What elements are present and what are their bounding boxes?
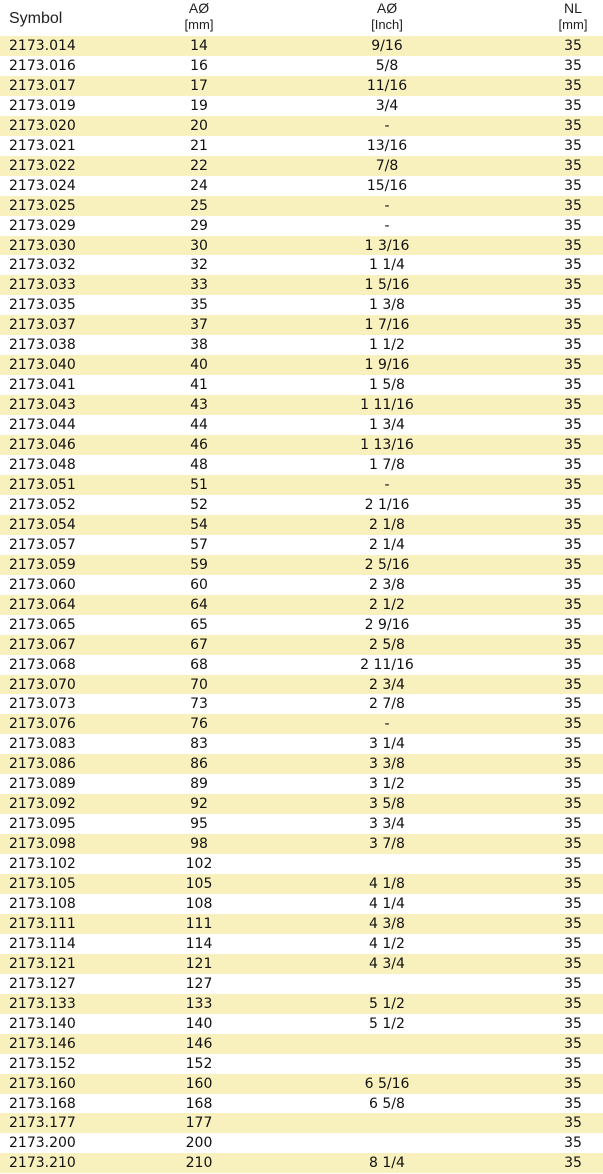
cell-diameter-inch: 1 11/16 (360, 397, 414, 414)
cell-diameter-mm: 14 (190, 38, 208, 54)
cell-diameter-mm: 35 (190, 297, 208, 314)
cell-nl: 35 (564, 776, 582, 793)
cell-diameter-mm: 73 (190, 696, 208, 713)
cell-symbol: 2173.060 (9, 576, 76, 593)
cell-diameter-mm: 59 (190, 556, 208, 573)
cell-diameter-mm: 114 (185, 935, 213, 952)
cell-nl: 35 (564, 157, 582, 174)
table-row (0, 555, 603, 575)
cell-symbol: 2173.146 (9, 1035, 76, 1052)
cell-symbol: 2173.200 (9, 1135, 76, 1152)
cell-diameter-inch: 4 1/8 (369, 876, 405, 893)
cell-nl: 35 (564, 1015, 582, 1032)
cell-symbol: 2173.048 (9, 457, 76, 474)
cell-diameter-mm: 16 (190, 57, 208, 74)
cell-symbol: 2173.054 (9, 516, 76, 533)
cell-diameter-inch: 2 3/4 (369, 676, 405, 693)
cell-diameter-mm: 46 (190, 437, 208, 454)
cell-diameter-mm: 29 (190, 217, 208, 234)
cell-symbol: 2173.038 (9, 337, 76, 354)
cell-diameter-inch: 3 1/4 (369, 736, 405, 753)
cell-nl: 35 (564, 476, 582, 493)
cell-symbol: 2173.083 (9, 736, 76, 753)
cell-diameter-mm: 20 (190, 117, 208, 134)
table-row (0, 375, 603, 395)
cell-nl: 35 (564, 596, 582, 613)
cell-symbol: 2173.067 (9, 636, 76, 653)
cell-nl: 35 (564, 57, 582, 74)
cell-diameter-mm: 127 (185, 975, 213, 992)
cell-diameter-mm: 30 (190, 237, 208, 254)
cell-symbol: 2173.041 (9, 377, 76, 394)
cell-diameter-inch: 3 7/8 (369, 836, 405, 853)
table-row (0, 1094, 603, 1114)
cell-diameter-mm: 95 (190, 816, 208, 833)
table-row (0, 1034, 603, 1054)
header-diameter-mm (170, 0, 228, 33)
cell-nl: 35 (564, 616, 582, 633)
cell-nl: 35 (564, 516, 582, 533)
cell-nl: 35 (564, 317, 582, 334)
cell-diameter-inch: 3 5/8 (369, 796, 405, 813)
header-nl-unit: [mm] (558, 17, 588, 32)
cell-diameter-inch: 2 5/16 (364, 556, 410, 573)
table-row (0, 196, 603, 216)
cell-diameter-inch: 7/8 (375, 157, 399, 174)
cell-diameter-inch: 8 1/4 (369, 1155, 405, 1172)
cell-nl: 35 (564, 975, 582, 992)
cell-symbol: 2173.025 (9, 197, 76, 214)
cell-diameter-inch: 2 5/8 (369, 636, 405, 653)
table-row (0, 156, 603, 176)
cell-diameter-inch: - (384, 716, 390, 733)
cell-nl: 35 (564, 796, 582, 813)
cell-diameter-inch: 4 3/8 (369, 915, 405, 932)
cell-nl: 35 (564, 876, 582, 893)
cell-diameter-inch: 4 1/2 (369, 935, 405, 952)
cell-diameter-inch: 1 3/8 (369, 297, 405, 314)
cell-symbol: 2173.210 (9, 1155, 76, 1172)
table-header (0, 0, 603, 36)
cell-diameter-inch: 2 11/16 (360, 656, 414, 673)
cell-diameter-inch: 1 1/2 (369, 337, 405, 354)
cell-diameter-mm: 33 (190, 277, 208, 294)
cell-nl: 35 (564, 836, 582, 853)
cell-nl: 35 (564, 736, 582, 753)
cell-diameter-mm: 133 (185, 995, 213, 1012)
table-row (0, 1153, 603, 1173)
cell-nl: 35 (564, 1075, 582, 1092)
cell-nl: 35 (564, 97, 582, 114)
header-nl (548, 0, 598, 33)
table-row (0, 1074, 603, 1094)
table-row (0, 455, 603, 475)
cell-symbol: 2173.114 (9, 935, 76, 952)
table-row (0, 295, 603, 315)
cell-diameter-inch: 15/16 (366, 177, 408, 194)
cell-nl: 35 (564, 117, 582, 134)
cell-diameter-mm: 210 (185, 1155, 213, 1172)
cell-nl: 35 (564, 397, 582, 414)
cell-nl: 35 (564, 137, 582, 154)
cell-symbol: 2173.068 (9, 656, 76, 673)
cell-symbol: 2173.127 (9, 975, 76, 992)
table-row (0, 575, 603, 595)
cell-diameter-mm: 54 (190, 516, 208, 533)
cell-nl: 35 (564, 297, 582, 314)
cell-diameter-mm: 41 (190, 377, 208, 394)
cell-diameter-inch: 1 5/8 (369, 377, 405, 394)
table-row (0, 216, 603, 236)
cell-symbol: 2173.065 (9, 616, 76, 633)
table-row (0, 655, 603, 675)
cell-symbol: 2173.064 (9, 596, 76, 613)
cell-diameter-inch: 4 1/4 (369, 895, 405, 912)
cell-nl: 35 (564, 656, 582, 673)
cell-symbol: 2173.057 (9, 536, 76, 553)
table-row (0, 1014, 603, 1034)
cell-nl: 35 (564, 1095, 582, 1112)
cell-symbol: 2173.133 (9, 995, 76, 1012)
cell-diameter-inch: 1 5/16 (364, 277, 410, 294)
cell-diameter-mm: 51 (190, 476, 208, 493)
cell-diameter-inch: 3 3/8 (369, 756, 405, 773)
cell-nl: 35 (564, 536, 582, 553)
cell-symbol: 2173.121 (9, 955, 76, 972)
table-row (0, 834, 603, 854)
cell-symbol: 2173.035 (9, 297, 76, 314)
table-row (0, 415, 603, 435)
cell-symbol: 2173.014 (9, 38, 76, 54)
cell-symbol: 2173.040 (9, 357, 76, 374)
cell-diameter-inch: 1 3/4 (369, 417, 405, 434)
cell-nl: 35 (564, 77, 582, 94)
header-diameter-inch-label: AØ (376, 0, 398, 16)
cell-diameter-inch: 13/16 (366, 137, 408, 154)
cell-diameter-inch: 9/16 (371, 38, 403, 54)
table-row (0, 315, 603, 335)
table-row (0, 874, 603, 894)
cell-diameter-inch: 2 3/8 (369, 576, 405, 593)
cell-diameter-mm: 67 (190, 636, 208, 653)
cell-nl: 35 (564, 377, 582, 394)
cell-diameter-inch: 1 3/16 (364, 237, 410, 254)
table-row (0, 714, 603, 734)
cell-nl: 35 (564, 636, 582, 653)
cell-diameter-inch: 5 1/2 (369, 995, 405, 1012)
cell-diameter-inch: 1 13/16 (360, 437, 414, 454)
header-diameter-mm-label: AØ (188, 0, 210, 16)
cell-diameter-mm: 17 (190, 77, 208, 94)
cell-diameter-inch: 2 9/16 (364, 616, 410, 633)
cell-diameter-mm: 24 (190, 177, 208, 194)
cell-diameter-mm: 40 (190, 357, 208, 374)
cell-symbol: 2173.070 (9, 676, 76, 693)
cell-nl: 35 (564, 1035, 582, 1052)
table-row (0, 1113, 603, 1133)
cell-nl: 35 (564, 1055, 582, 1072)
cell-symbol: 2173.168 (9, 1095, 76, 1112)
cell-symbol: 2173.105 (9, 876, 76, 893)
cell-symbol: 2173.086 (9, 756, 76, 773)
header-nl-label: NL (564, 0, 582, 16)
cell-nl: 35 (564, 556, 582, 573)
table-row (0, 116, 603, 136)
cell-diameter-inch: 2 1/2 (369, 596, 405, 613)
table-row (0, 974, 603, 994)
table-row (0, 954, 603, 974)
cell-nl: 35 (564, 576, 582, 593)
cell-symbol: 2173.051 (9, 476, 76, 493)
cell-diameter-inch: 4 3/4 (369, 955, 405, 972)
cell-diameter-mm: 146 (185, 1035, 213, 1052)
cell-nl: 35 (564, 496, 582, 513)
cell-symbol: 2173.019 (9, 97, 76, 114)
cell-symbol: 2173.177 (9, 1115, 76, 1132)
cell-nl: 35 (564, 895, 582, 912)
table-row (0, 535, 603, 555)
cell-nl: 35 (564, 257, 582, 274)
cell-diameter-mm: 152 (185, 1055, 213, 1072)
cell-symbol: 2173.102 (9, 856, 76, 873)
table-row (0, 56, 603, 76)
cell-diameter-mm: 98 (190, 836, 208, 853)
table-row (0, 675, 603, 695)
cell-symbol: 2173.073 (9, 696, 76, 713)
cell-diameter-inch: - (384, 476, 390, 493)
cell-nl: 35 (564, 457, 582, 474)
table-row (0, 694, 603, 714)
cell-diameter-inch: - (384, 217, 390, 234)
cell-diameter-mm: 111 (185, 915, 213, 932)
cell-nl: 35 (564, 856, 582, 873)
cell-symbol: 2173.030 (9, 237, 76, 254)
cell-diameter-mm: 65 (190, 616, 208, 633)
cell-symbol: 2173.098 (9, 836, 76, 853)
cell-diameter-inch: 1 7/16 (364, 317, 410, 334)
cell-diameter-mm: 177 (185, 1115, 213, 1132)
cell-diameter-mm: 140 (185, 1015, 213, 1032)
cell-diameter-inch: 5 1/2 (369, 1015, 405, 1032)
cell-diameter-inch: 2 7/8 (369, 696, 405, 713)
cell-nl: 35 (564, 237, 582, 254)
cell-diameter-mm: 64 (190, 596, 208, 613)
cell-symbol: 2173.046 (9, 437, 76, 454)
cell-diameter-inch: 3 1/2 (369, 776, 405, 793)
cell-diameter-inch: 3 3/4 (369, 816, 405, 833)
cell-nl: 35 (564, 437, 582, 454)
cell-diameter-mm: 168 (185, 1095, 213, 1112)
cell-symbol: 2173.017 (9, 77, 76, 94)
cell-diameter-mm: 60 (190, 576, 208, 593)
table-row (0, 1133, 603, 1153)
table-row (0, 176, 603, 196)
table-row (0, 754, 603, 774)
table-row (0, 994, 603, 1014)
table-row (0, 236, 603, 256)
cell-symbol: 2173.022 (9, 157, 76, 174)
cell-symbol: 2173.108 (9, 895, 76, 912)
cell-symbol: 2173.095 (9, 816, 76, 833)
table-row (0, 635, 603, 655)
cell-diameter-inch: 2 1/4 (369, 536, 405, 553)
cell-diameter-mm: 89 (190, 776, 208, 793)
table-row (0, 814, 603, 834)
cell-nl: 35 (564, 696, 582, 713)
cell-diameter-mm: 25 (190, 197, 208, 214)
cell-symbol: 2173.037 (9, 317, 76, 334)
cell-nl: 35 (564, 935, 582, 952)
cell-diameter-inch: 3/4 (375, 97, 399, 114)
cell-nl: 35 (564, 38, 582, 54)
table-row (0, 1054, 603, 1074)
table-row (0, 355, 603, 375)
cell-nl: 35 (564, 217, 582, 234)
cell-diameter-mm: 92 (190, 796, 208, 813)
cell-symbol: 2173.059 (9, 556, 76, 573)
cell-diameter-inch: - (384, 117, 390, 134)
cell-diameter-mm: 43 (190, 397, 208, 414)
cell-nl: 35 (564, 1115, 582, 1132)
cell-nl: 35 (564, 995, 582, 1012)
cell-diameter-inch: 1 7/8 (369, 457, 405, 474)
table-row (0, 475, 603, 495)
cell-diameter-mm: 38 (190, 337, 208, 354)
cell-nl: 35 (564, 197, 582, 214)
cell-symbol: 2173.020 (9, 117, 76, 134)
table-body (0, 36, 603, 1173)
table-row (0, 395, 603, 415)
table-row (0, 794, 603, 814)
table-row (0, 934, 603, 954)
cell-symbol: 2173.016 (9, 57, 76, 74)
cell-symbol: 2173.021 (9, 137, 76, 154)
cell-symbol: 2173.092 (9, 796, 76, 813)
cell-diameter-mm: 21 (190, 137, 208, 154)
cell-diameter-mm: 44 (190, 417, 208, 434)
cell-diameter-inch: - (384, 197, 390, 214)
cell-nl: 35 (564, 915, 582, 932)
cell-diameter-inch: 1 9/16 (364, 357, 410, 374)
table-row (0, 854, 603, 874)
table-row (0, 495, 603, 515)
cell-nl: 35 (564, 417, 582, 434)
cell-diameter-mm: 83 (190, 736, 208, 753)
cell-diameter-mm: 32 (190, 257, 208, 274)
cell-diameter-inch: 2 1/16 (364, 496, 410, 513)
header-symbol: Symbol (9, 10, 63, 27)
cell-nl: 35 (564, 1135, 582, 1152)
cell-diameter-mm: 37 (190, 317, 208, 334)
table-row (0, 96, 603, 116)
cell-diameter-mm: 48 (190, 457, 208, 474)
cell-symbol: 2173.152 (9, 1055, 76, 1072)
cell-diameter-inch: 2 1/8 (369, 516, 405, 533)
table-row (0, 435, 603, 455)
cell-nl: 35 (564, 357, 582, 374)
cell-symbol: 2173.032 (9, 257, 76, 274)
cell-nl: 35 (564, 756, 582, 773)
cell-symbol: 2173.111 (9, 915, 76, 932)
cell-diameter-mm: 22 (190, 157, 208, 174)
cell-nl: 35 (564, 1155, 582, 1172)
table-row (0, 894, 603, 914)
cell-symbol: 2173.140 (9, 1015, 76, 1032)
cell-diameter-mm: 200 (185, 1135, 213, 1152)
cell-nl: 35 (564, 716, 582, 733)
cell-diameter-mm: 19 (190, 97, 208, 114)
cell-diameter-mm: 108 (185, 895, 213, 912)
table-row (0, 615, 603, 635)
cell-diameter-inch: 11/16 (366, 77, 408, 94)
cell-diameter-mm: 52 (190, 496, 208, 513)
header-diameter-inch-unit: [Inch] (371, 17, 403, 32)
table-row (0, 595, 603, 615)
cell-symbol: 2173.024 (9, 177, 76, 194)
cell-nl: 35 (564, 676, 582, 693)
cell-symbol: 2173.052 (9, 496, 76, 513)
table-row (0, 76, 603, 96)
cell-diameter-mm: 57 (190, 536, 208, 553)
cell-diameter-mm: 86 (190, 756, 208, 773)
table-row (0, 335, 603, 355)
table-row (0, 734, 603, 754)
cell-diameter-inch: 1 1/4 (369, 257, 405, 274)
header-diameter-inch (345, 0, 429, 33)
cell-symbol: 2173.033 (9, 277, 76, 294)
cell-nl: 35 (564, 955, 582, 972)
cell-symbol: 2173.089 (9, 776, 76, 793)
cell-symbol: 2173.043 (9, 397, 76, 414)
cell-diameter-mm: 76 (190, 716, 208, 733)
table-row (0, 515, 603, 535)
cell-diameter-mm: 102 (185, 856, 213, 873)
cell-diameter-mm: 160 (185, 1075, 213, 1092)
table-row (0, 255, 603, 275)
table-row (0, 914, 603, 934)
cell-nl: 35 (564, 277, 582, 294)
cell-diameter-mm: 121 (185, 955, 213, 972)
cell-symbol: 2173.076 (9, 716, 76, 733)
table-row (0, 275, 603, 295)
cell-symbol: 2173.160 (9, 1075, 76, 1092)
cell-diameter-inch: 6 5/16 (364, 1075, 410, 1092)
table-row (0, 774, 603, 794)
cell-diameter-mm: 70 (190, 676, 208, 693)
cell-symbol: 2173.044 (9, 417, 76, 434)
header-diameter-mm-unit: [mm] (184, 17, 214, 32)
cell-nl: 35 (564, 177, 582, 194)
cell-symbol: 2173.029 (9, 217, 76, 234)
cell-nl: 35 (564, 337, 582, 354)
cell-nl: 35 (564, 816, 582, 833)
cell-diameter-mm: 68 (190, 656, 208, 673)
cell-diameter-inch: 6 5/8 (369, 1095, 405, 1112)
cell-diameter-mm: 105 (185, 876, 213, 893)
table-row (0, 36, 603, 56)
cell-diameter-inch: 5/8 (375, 57, 399, 74)
table-row (0, 136, 603, 156)
